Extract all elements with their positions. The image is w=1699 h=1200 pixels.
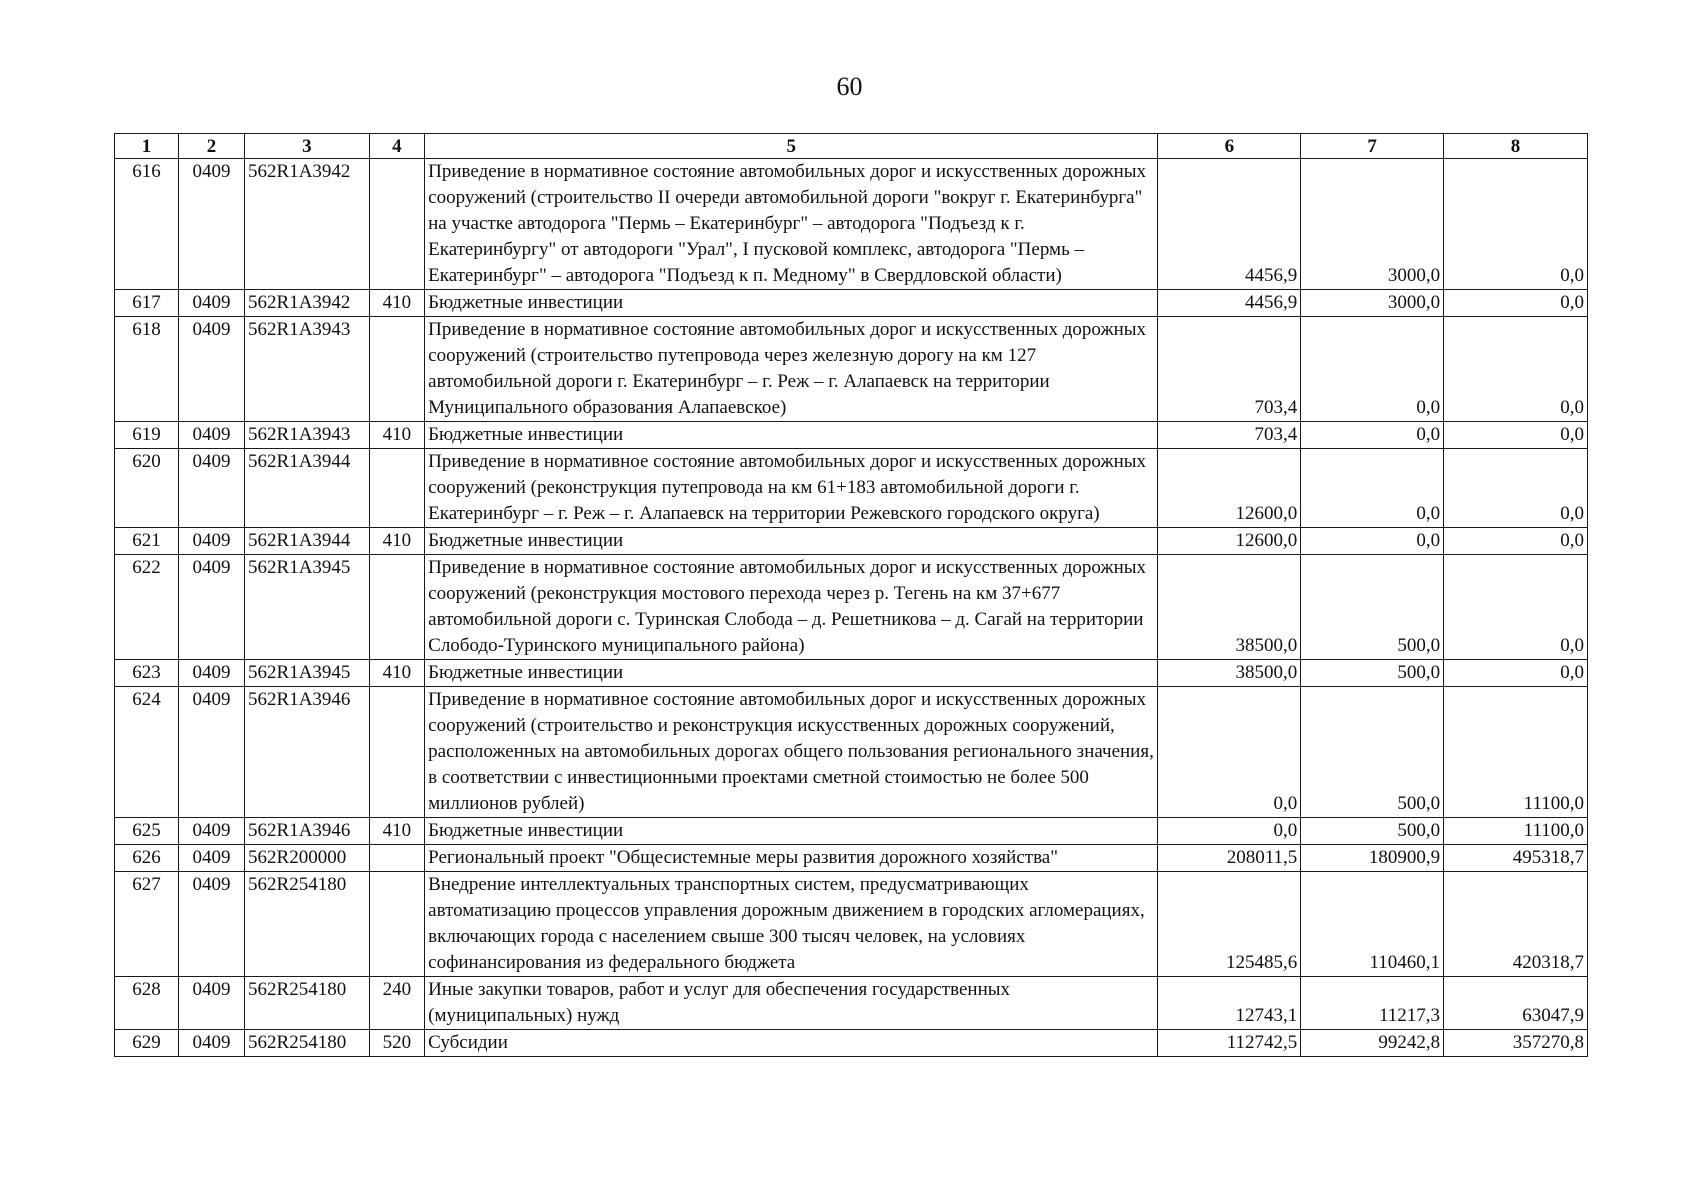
table-row <box>115 528 1588 555</box>
item-name-cell: Бюджетные инвестиции <box>425 818 1158 845</box>
section-code-cell: 0409 <box>178 528 244 555</box>
table-row <box>115 872 1588 977</box>
amount-cell-7: 500,0 <box>1301 660 1444 687</box>
expense-type-cell <box>369 872 424 977</box>
expense-type-cell: 520 <box>369 1030 424 1057</box>
row-number-cell: 616 <box>115 159 179 290</box>
item-name-cell: Приведение в нормативное состояние автомобильных дорог и искусственных дорожных сооружений (строительство и реконструкция искусственных дорожных сооружений, расположенных на автомобильных дорогах общего пользования регионального значения, в соответствии с инвестиционными проектами сметной стоимостью не более 500 миллионов рублей) <box>425 687 1158 818</box>
table-row <box>115 818 1588 845</box>
amount-cell-6: 112742,5 <box>1158 1030 1301 1057</box>
header-row <box>115 134 1588 159</box>
target-article-cell: 562R1A3944 <box>245 528 370 555</box>
table-row <box>115 449 1588 528</box>
page-number: 60 <box>836 72 863 101</box>
amount-cell-7: 11217,3 <box>1301 977 1444 1030</box>
amount-cell-6: 38500,0 <box>1158 660 1301 687</box>
section-code-cell: 0409 <box>178 977 244 1030</box>
section-code-cell: 0409 <box>178 317 244 422</box>
expense-type-cell: 410 <box>369 290 424 317</box>
target-article-cell: 562R1A3946 <box>245 687 370 818</box>
amount-cell-7: 0,0 <box>1301 449 1444 528</box>
target-article-cell: 562R200000 <box>245 845 370 872</box>
section-code-cell: 0409 <box>178 449 244 528</box>
target-article-cell: 562R1A3944 <box>245 449 370 528</box>
table-row <box>115 977 1588 1030</box>
row-number-cell: 628 <box>115 977 179 1030</box>
amount-cell-7: 3000,0 <box>1301 159 1444 290</box>
amount-cell-7: 3000,0 <box>1301 290 1444 317</box>
table-row <box>115 660 1588 687</box>
amount-cell-6: 0,0 <box>1158 687 1301 818</box>
item-name-cell: Иные закупки товаров, работ и услуг для обеспечения государственных (муниципальных) нужд <box>425 977 1158 1030</box>
amount-cell-6: 12600,0 <box>1158 449 1301 528</box>
expense-type-cell <box>369 159 424 290</box>
expense-type-cell <box>369 845 424 872</box>
amount-cell-6: 208011,5 <box>1158 845 1301 872</box>
table-row <box>115 159 1588 290</box>
expense-type-cell <box>369 555 424 660</box>
amount-cell-6: 4456,9 <box>1158 159 1301 290</box>
row-number-cell: 629 <box>115 1030 179 1057</box>
item-name-cell: Приведение в нормативное состояние автомобильных дорог и искусственных дорожных сооружений (строительство II очереди автомобильной дороги "вокруг г. Екатеринбурга" на участке автодорога "Пермь – Екатеринбург" – автодорога "Подъезд к г. Екатеринбургу" от автодороги "Урал", I пусковой комплекс, автодорога "Пермь – Екатеринбург" – автодорога "Подъезд к п. Медному" в Свердловской области) <box>425 159 1158 290</box>
expense-type-cell <box>369 687 424 818</box>
row-number-cell: 619 <box>115 422 179 449</box>
amount-cell-8: 0,0 <box>1444 317 1588 422</box>
section-code-cell: 0409 <box>178 555 244 660</box>
amount-cell-8: 0,0 <box>1444 290 1588 317</box>
item-name-cell: Бюджетные инвестиции <box>425 660 1158 687</box>
column-header: 4 <box>369 134 424 159</box>
item-name-cell: Приведение в нормативное состояние автомобильных дорог и искусственных дорожных сооружений (реконструкция мостового перехода через р. Тегень на км 37+677 автомобильной дороги с. Туринская Слобода – д. Решетникова – д. Сагай на территории Слободо-Туринского муниципального района) <box>425 555 1158 660</box>
amount-cell-8: 420318,7 <box>1444 872 1588 977</box>
amount-cell-7: 500,0 <box>1301 687 1444 818</box>
table-row <box>115 317 1588 422</box>
target-article-cell: 562R254180 <box>245 977 370 1030</box>
amount-cell-8: 11100,0 <box>1444 687 1588 818</box>
amount-cell-7: 110460,1 <box>1301 872 1444 977</box>
target-article-cell: 562R254180 <box>245 872 370 977</box>
target-article-cell: 562R1A3943 <box>245 317 370 422</box>
target-article-cell: 562R1A3945 <box>245 555 370 660</box>
amount-cell-8: 63047,9 <box>1444 977 1588 1030</box>
row-number-cell: 622 <box>115 555 179 660</box>
amount-cell-7: 180900,9 <box>1301 845 1444 872</box>
section-code-cell: 0409 <box>178 1030 244 1057</box>
item-name-cell: Бюджетные инвестиции <box>425 422 1158 449</box>
amount-cell-8: 0,0 <box>1444 422 1588 449</box>
expense-type-cell: 410 <box>369 528 424 555</box>
row-number-cell: 618 <box>115 317 179 422</box>
amount-cell-6: 703,4 <box>1158 422 1301 449</box>
item-name-cell: Внедрение интеллектуальных транспортных систем, предусматривающих автоматизацию процессов управления дорожным движением в городских агломерациях, включающих города с населением свыше 300 тысяч человек, на условиях софинансирования из федерального бюджета <box>425 872 1158 977</box>
section-code-cell: 0409 <box>178 660 244 687</box>
amount-cell-6: 12600,0 <box>1158 528 1301 555</box>
target-article-cell: 562R254180 <box>245 1030 370 1057</box>
amount-cell-6: 703,4 <box>1158 317 1301 422</box>
item-name-cell: Приведение в нормативное состояние автомобильных дорог и искусственных дорожных сооружений (строительство путепровода через железную дорогу на км 127 автомобильной дороги г. Екатеринбург – г. Реж – г. Алапаевск на территории Муниципального образования Алапаевское) <box>425 317 1158 422</box>
item-name-cell: Приведение в нормативное состояние автомобильных дорог и искусственных дорожных сооружений (реконструкция путепровода на км 61+183 автомобильной дороги г. Екатеринбург – г. Реж – г. Алапаевск на территории Режевского городского округа) <box>425 449 1158 528</box>
column-header: 1 <box>115 134 179 159</box>
amount-cell-7: 0,0 <box>1301 422 1444 449</box>
section-code-cell: 0409 <box>178 845 244 872</box>
column-header: 6 <box>1158 134 1301 159</box>
amount-cell-8: 0,0 <box>1444 660 1588 687</box>
amount-cell-6: 4456,9 <box>1158 290 1301 317</box>
row-number-cell: 624 <box>115 687 179 818</box>
expense-type-cell: 410 <box>369 818 424 845</box>
expense-type-cell: 410 <box>369 660 424 687</box>
target-article-cell: 562R1A3942 <box>245 159 370 290</box>
row-number-cell: 623 <box>115 660 179 687</box>
amount-cell-8: 11100,0 <box>1444 818 1588 845</box>
column-header: 2 <box>178 134 244 159</box>
row-number-cell: 620 <box>115 449 179 528</box>
amount-cell-7: 0,0 <box>1301 317 1444 422</box>
row-number-cell: 625 <box>115 818 179 845</box>
item-name-cell: Региональный проект "Общесистемные меры развития дорожного хозяйства" <box>425 845 1158 872</box>
column-header: 5 <box>425 134 1158 159</box>
item-name-cell: Бюджетные инвестиции <box>425 528 1158 555</box>
section-code-cell: 0409 <box>178 290 244 317</box>
table-row <box>115 422 1588 449</box>
amount-cell-7: 0,0 <box>1301 528 1444 555</box>
amount-cell-7: 500,0 <box>1301 818 1444 845</box>
amount-cell-8: 0,0 <box>1444 449 1588 528</box>
budget-table <box>114 133 1588 1057</box>
table-row <box>115 845 1588 872</box>
amount-cell-8: 0,0 <box>1444 528 1588 555</box>
target-article-cell: 562R1A3943 <box>245 422 370 449</box>
column-header: 7 <box>1301 134 1444 159</box>
row-number-cell: 626 <box>115 845 179 872</box>
item-name-cell: Бюджетные инвестиции <box>425 290 1158 317</box>
amount-cell-6: 125485,6 <box>1158 872 1301 977</box>
table-row <box>115 290 1588 317</box>
section-code-cell: 0409 <box>178 422 244 449</box>
section-code-cell: 0409 <box>178 872 244 977</box>
table-row <box>115 687 1588 818</box>
section-code-cell: 0409 <box>178 159 244 290</box>
table-row <box>115 1030 1588 1057</box>
expense-type-cell <box>369 449 424 528</box>
section-code-cell: 0409 <box>178 818 244 845</box>
column-header: 8 <box>1444 134 1588 159</box>
item-name-cell: Субсидии <box>425 1030 1158 1057</box>
row-number-cell: 621 <box>115 528 179 555</box>
target-article-cell: 562R1A3942 <box>245 290 370 317</box>
amount-cell-8: 0,0 <box>1444 159 1588 290</box>
expense-type-cell <box>369 317 424 422</box>
amount-cell-6: 0,0 <box>1158 818 1301 845</box>
amount-cell-8: 357270,8 <box>1444 1030 1588 1057</box>
amount-cell-8: 495318,7 <box>1444 845 1588 872</box>
target-article-cell: 562R1A3946 <box>245 818 370 845</box>
amount-cell-7: 99242,8 <box>1301 1030 1444 1057</box>
column-header: 3 <box>245 134 370 159</box>
row-number-cell: 627 <box>115 872 179 977</box>
table-row <box>115 555 1588 660</box>
row-number-cell: 617 <box>115 290 179 317</box>
amount-cell-7: 500,0 <box>1301 555 1444 660</box>
table-body <box>115 159 1588 1057</box>
amount-cell-6: 12743,1 <box>1158 977 1301 1030</box>
expense-type-cell: 240 <box>369 977 424 1030</box>
section-code-cell: 0409 <box>178 687 244 818</box>
expense-type-cell: 410 <box>369 422 424 449</box>
amount-cell-8: 0,0 <box>1444 555 1588 660</box>
target-article-cell: 562R1A3945 <box>245 660 370 687</box>
amount-cell-6: 38500,0 <box>1158 555 1301 660</box>
